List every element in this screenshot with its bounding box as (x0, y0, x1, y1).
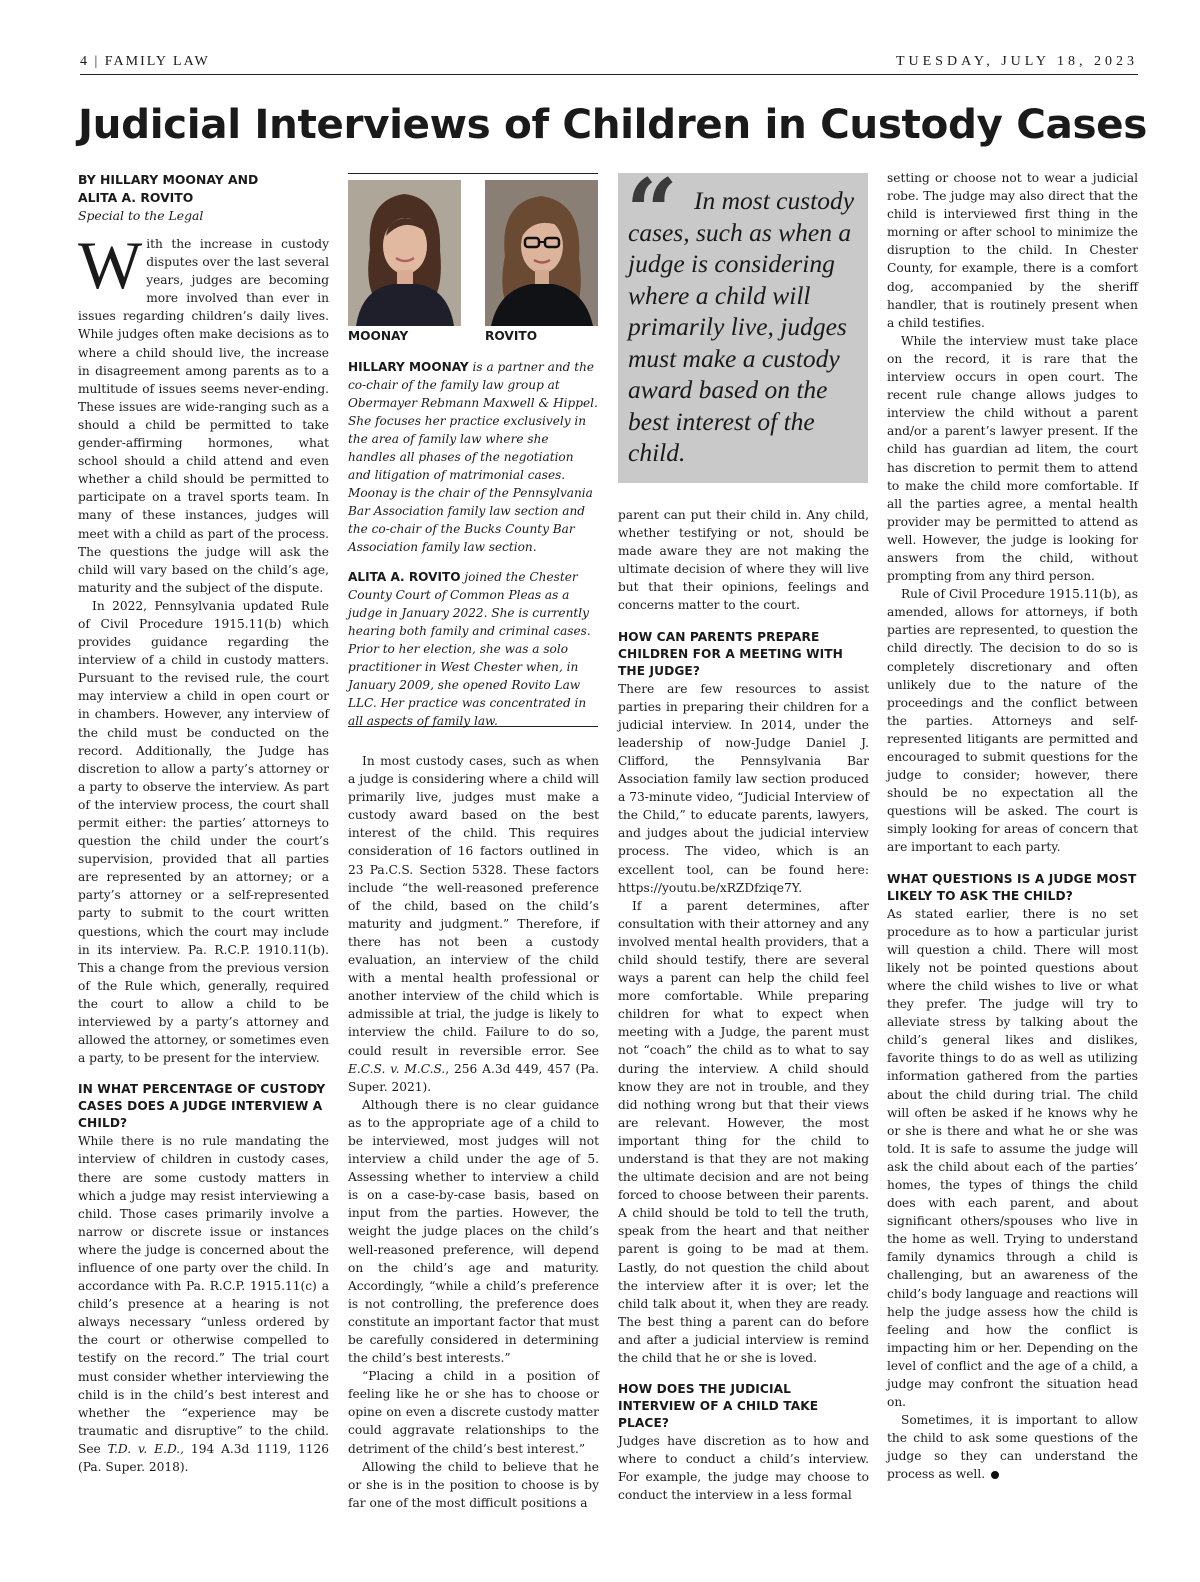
paragraph: While there is no rule mandating the interview of children in custody cases, there are some custody matters in which a judge may resist interviewing a child. Those cases primarily involve a narrow or discrete issue or instances where the judge is concerned about the influence of one party over the child. In accordance with Pa. R.C.P. 1915.11(c) a child’s presence at a hearing is not always necessary “unless ordered by the court or otherwise compelled to testify on the record.” The trial court must consider whether interviewing the child is in the child’s best interest and whether the “experience may be traumatic and disruptive” to the child. See T.D. v. E.D., 194 A.3d 1119, 1126 (Pa. Super. 2018). (78, 1134, 329, 1474)
portrait-moonay-image (348, 180, 461, 326)
byline-line-2: ALITA A. ROVITO (78, 190, 194, 205)
column-2 (348, 752, 599, 1512)
paragraph: Although there is no clear guidance as to the appropriate age of a child to be interviewed, most judges will not interview a child under the age of 5. Assessing whether to interview a child is on a case-by-case basis, based on input from the parties. However, the weight the judge places on the child’s well-reasoned preference, will depend on the child’s age and maturity. Accordingly, “while a child’s preference is not controlling, the preference does constitute an important factor that must be carefully considered in determining the child’s best interests.” (348, 1097, 599, 1366)
paragraph: In 2022, Pennsylvania updated Rule of Civil Procedure 1915.11(b) which provides guidance regarding the interview of a child in custody matters. Pursuant to the revised rule, the court may interview a child in open court or in chambers. However, any interview of the child must be conducted on the record. Additionally, the Judge has discretion to allow a party’s attorney or a party to observe the interview. As part of the interview process, the court shall permit either: the parties’ attorneys to question the child under the court’s supervision, provided that all parties are represented by an attorney; or a party’s attorney or a self-represented party to submit to the court written questions, which the court may include in its interview. Pa. R.C.P. 1910.11(b). This a change from the previous version of the Rule which, generally, required the court to allow a child to be interviewed by a party’s attorney and allowed the attorney, or sometimes even a party, to be present for the interview. (78, 598, 329, 1066)
bio-name: ALITA A. ROVITO (348, 570, 461, 584)
lead-text: ith the increase in custody disputes over the last several years, judges are becoming more involved than ever in issues regarding children’s daily lives. While judges often make decisions as to where a child should live, the increase in disagreement among parents as to a multitude of issues seems never-ending. These issues are wide-ranging such as a should a child be permitted to take gender-affirming hormones, what school should a child attend and even whether a child should be permitted to participate on a travel sports team. In many of these instances, judges will meet with a child as part of the process. The questions the judge will ask the child will vary based on the child’s age, maturity and the subject of the dispute. (78, 237, 329, 595)
paragraph: In most custody cases, such as when a judge is considering where a child will primarily live, judges must make a custody award based on the best interest of the child. This requires consideration of 16 factors outlined in 23 Pa.C.S. Section 5328. These factors include “the well-reasoned preference of the child, based on the child’s maturity and judgment.” Therefore, if there has not been a custody evaluation, an interview of the child with a mental health professional or another interview of the child which is admissible at trial, the judge is likely to interview the child. Failure to do so, could result in reversible error. See E.C.S. v. M.C.S., 256 A.3d 449, 457 (Pa. Super. 2021). (348, 754, 599, 1094)
paragraph: Rule of Civil Procedure 1915.11(b), as amended, allows for attorneys, if both parties are represented, to question the child directly. The decision to do so is completely discretionary and often unlikely due to the nature of the proceedings and the conflict between the parties. Attorneys and self-represented litigants are permitted and encouraged to submit questions for the judge to consider; however, there should be no expectation all the questions will be asked. The court is simply looking for areas of concern that are important to each party. (887, 587, 1138, 855)
byline-line-1: BY HILLARY MOONAY AND (78, 172, 259, 187)
photo-label-moonay: MOONAY (348, 329, 409, 343)
column-1 (78, 171, 329, 1476)
issue-date: TUESDAY, JULY 18, 2023 (895, 54, 1138, 69)
column-3 (618, 506, 869, 1505)
bio-rovito: ALITA A. ROVITO joined the Chester County Court of Common Pleas as a judge in January 2022. She is currently hearing both family and criminal cases. Prior to her election, she was a solo practitioner in West Chester when, in January 2009, she opened Rovito Law LLC. Her practice was concentrated in all aspects of family law. (348, 570, 591, 728)
page-header (80, 52, 1138, 75)
byline-subtitle: Special to the Legal (78, 208, 204, 223)
photo-label-rovito: ROVITO (485, 329, 538, 343)
quote-mark-icon: “ (626, 159, 678, 265)
subheading: WHAT QUESTIONS IS A JUDGE MOST LIKELY TO ASK THE CHILD? (887, 871, 1137, 903)
byline-authors (78, 171, 329, 207)
bio-name: HILLARY MOONAY (348, 360, 469, 374)
end-mark-icon (991, 1471, 999, 1479)
paragraph: parent can put their child in. Any child, whether testifying or not, should be made aware they are not making the ultimate decision of where they will live but that their opinions, feelings and concerns matter to the court. (618, 508, 869, 613)
paragraph: Sometimes, it is important to allow the child to ask some questions of the judge so they can understand the process as well. (887, 1413, 1138, 1482)
case-citation: E.C.S. v. M.C.S. (348, 1061, 446, 1076)
paragraph: setting or choose not to wear a judicial robe. The judge may also direct that the child is interviewed first thing in the morning or after school to minimize the disruption to the child. In Chester County, for example, there is a comfort dog, accompanied by the sheriff handler, that is routinely present when a child testifies. (887, 171, 1138, 330)
portrait-rovito-image (485, 180, 598, 326)
paragraph: While the interview must take place on the record, it is rare that the interview occurs in open court. The recent rule change allows judges to interview the child without a parent and/or a parent’s lawyer present. If the child has guardian ad litem, the court has discretion to permit them to attend to make the child more comfortable. If all the parties agree, a mental health provider may be permitted to attend as well. However, the judge is looking for answers from the child, without prompting from any third person. (887, 333, 1138, 584)
paragraph: If a parent determines, after consultation with their attorney and any involved mental health providers, that a child should testify, there are several ways a parent can help the child feel more comfortable. While preparing children for what to expect when meeting with a Judge, the parent must not “coach” the child as to what to say during the interview. A child should know they are not in trouble, and they did nothing wrong but that their views are relevant. However, the most important thing for the child to understand is that they are not making the ultimate decision and are not being forced to choose between their parents. A child should be told to tell the truth, speak from the heart and that neither parent is going to be mad at them. Lastly, do not question the child about the interview after it is over; let the child talk about it, when they are ready. The best thing a parent can do before and after a judicial interview is remind the child that he or she is loved. (618, 898, 869, 1366)
subheading: HOW CAN PARENTS PREPARE CHILDREN FOR A MEETING WITH THE JUDGE? (618, 629, 843, 678)
column-4 (887, 169, 1138, 1484)
subheading: HOW DOES THE JUDICIAL INTERVIEW OF A CHILD TAKE PLACE? (618, 1382, 819, 1431)
paragraph: Allowing the child to believe that he or she is in the position to choose is by far one of the most difficult positions a (348, 1459, 599, 1510)
case-citation: T.D. v. E.D., (107, 1441, 185, 1456)
section-label: 4 | FAMILY LAW (80, 54, 210, 69)
article-title: Judicial Interviews of Children in Custody Cases (78, 100, 1147, 148)
paragraph: “Placing a child in a position of feeling like he or she has to choose or opine on even a discrete custody matter could aggravate relationships to the detriment of the child’s best interest.” (348, 1369, 599, 1456)
author-photos-panel (348, 173, 598, 727)
bio-moonay: HILLARY MOONAY is a partner and the co-chair of the family law group at Obermayer Rebmann Maxwell & Hippel. She focuses her practice exclusively in the area of family law where she handles all phases of the negotiation and litigation of matrimonial cases. Moonay is the chair of the Pennsylvania Bar Association family law section and the co-chair of the Bucks County Bar Association family law section. (348, 360, 598, 554)
paragraph: Judges have discretion as to how and where to conduct a child’s interview. For example, the judge may choose to conduct the interview in a less formal (618, 1434, 869, 1503)
pull-quote-text: In most custody cases, such as when a judge is considering where a child will primarily live, judges must make a custody award based on the best interest of the child. (628, 186, 855, 467)
drop-cap: W (78, 227, 143, 303)
paragraph: There are few resources to assist parties in preparing their children for a judicial interview. In 2014, under the leadership of now-Judge Daniel J. Clifford, the Pennsylvania Bar Association family law section produced a 73-minute video, “Judicial Interview of the Child,” to educate parents, lawyers, and judges about the judicial interview process. The video, which is an excellent tool, can be found here: https://youtu.be/xRZDfziqe7Y. (618, 681, 869, 895)
lead-paragraph (78, 227, 329, 597)
photo-moonay (348, 180, 461, 326)
pull-quote (618, 159, 868, 483)
photo-rovito (485, 180, 598, 326)
paragraph: As stated earlier, there is no set procedure as to how a particular jurist will question a child. There will most likely not be pointed questions about where the child wishes to live or what they prefer. The judge will try to alleviate stress by talking about the child’s general likes and dislikes, favorite things to do as well as utilizing information gathered from the parties about the child during trial. The child will often be asked if he knows why he or she is there and what he or she was told. It is safe to assume the judge will ask the child about each of the parties’ homes, the types of things the child does with each parent, and about significant others/spouses who live in the home as well. Trying to understand family dynamics through a child is challenging, but an awareness of the child’s body language and reactions will help the judge assess how the child is feeling and how the conflict is impacting him or her. Depending on the level of conflict and the age of a child, a judge may confront the situation head on. (887, 906, 1138, 1410)
subheading: IN WHAT PERCENTAGE OF CUSTODY CASES DOES A JUDGE INTERVIEW A CHILD? (78, 1082, 326, 1131)
